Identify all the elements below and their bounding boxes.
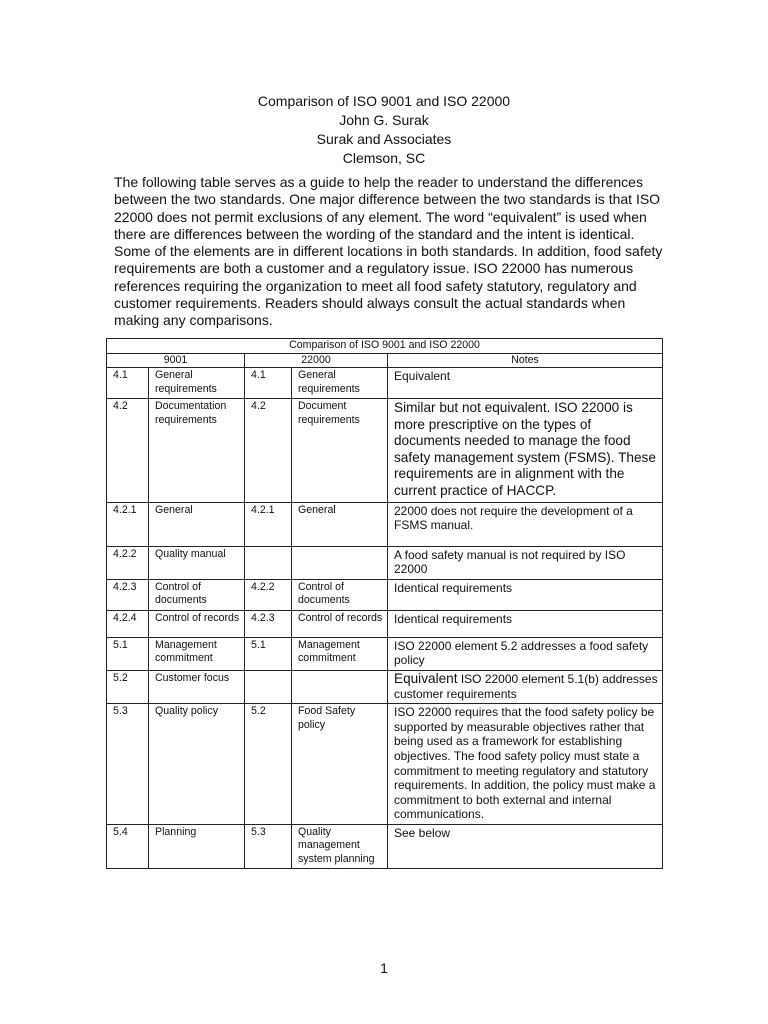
clause-22000-number — [245, 546, 292, 579]
comparison-table — [106, 338, 663, 869]
author-location: Clemson, SC — [342, 150, 426, 166]
clause-9001-number: 5.1 — [107, 637, 149, 670]
clause-22000-number: 4.1 — [245, 368, 292, 399]
clause-22000-number: 5.2 — [245, 704, 292, 825]
clause-22000-title — [292, 546, 388, 579]
row-notes: Identical requirements — [388, 579, 663, 610]
clause-9001-title: Control of records — [149, 610, 245, 637]
table-row — [107, 546, 663, 579]
clause-22000-title: Document requirements — [292, 399, 388, 503]
table-row — [107, 368, 663, 399]
row-notes: ISO 22000 requires that the food safety policy be supported by measurable objectives rather that being used as a framework for establishing objectives. The food safety policy must state a commitment to meeting regulatory and statutory requirements. In addition, the policy must make a commitment to both external and internal communications. — [388, 704, 663, 825]
clause-9001-title: General — [149, 502, 245, 546]
clause-22000-title: Management commitment — [292, 637, 388, 670]
row-notes: Identical requirements — [388, 610, 663, 637]
clause-22000-number: 5.1 — [245, 637, 292, 670]
row-notes — [388, 670, 663, 703]
clause-9001-title: Customer focus — [149, 670, 245, 703]
clause-9001-number: 4.2 — [107, 399, 149, 503]
clause-22000-number: 4.2.2 — [245, 579, 292, 610]
table-row — [107, 824, 663, 869]
row-notes: 22000 does not require the development of a FSMS manual. — [388, 502, 663, 546]
clause-22000-title: General requirements — [292, 368, 388, 399]
clause-9001-number: 4.2.3 — [107, 579, 149, 610]
clause-9001-title: General requirements — [149, 368, 245, 399]
clause-22000-number: 4.2.3 — [245, 610, 292, 637]
row-notes: Equivalent — [388, 368, 663, 399]
clause-9001-number: 4.2.1 — [107, 502, 149, 546]
clause-22000-title: Quality management system planning — [292, 824, 388, 869]
clause-9001-title: Quality manual — [149, 546, 245, 579]
clause-22000-title: General — [292, 502, 388, 546]
clause-22000-number — [245, 670, 292, 703]
intro-paragraph: The following table serves as a guide to help the reader to understand the differences between the two standards. One major difference between the two standards is that ISO 22000 does not permit exclusions of any element. The word “equivalent” is used when there are differences between the wording of the standard and the intent is identical. Some of the elements are in different locations in both standards. In addition, food safety requirements are both a customer and a regulatory issue. ISO 22000 has numerous references requiring the organization to meet all food safety statutory, regulatory and customer requirements. Readers should always consult the actual standards when making any comparisons. — [114, 174, 663, 329]
clause-9001-number: 4.1 — [107, 368, 149, 399]
clause-22000-number: 4.2.1 — [245, 502, 292, 546]
row-notes: Similar but not equivalent. ISO 22000 is more prescriptive on the types of documents needed to manage the food safety management system (FSMS). These requirements are in alignment with the current practice of HACCP. — [388, 399, 663, 503]
table-row — [107, 502, 663, 546]
table-row — [107, 637, 663, 670]
table-row — [107, 610, 663, 637]
clause-9001-number: 5.3 — [107, 704, 149, 825]
clause-9001-title: Planning — [149, 824, 245, 869]
table-row — [107, 670, 663, 703]
document-title: Comparison of ISO 9001 and ISO 22000 — [257, 93, 511, 109]
column-header-9001: 9001 — [107, 353, 245, 368]
clause-22000-title: Control of documents — [292, 579, 388, 610]
author-organization: Surak and Associates — [316, 131, 452, 147]
clause-9001-title: Quality policy — [149, 704, 245, 825]
author-name: John G. Surak — [339, 112, 429, 128]
table-caption: Comparison of ISO 9001 and ISO 22000 — [107, 339, 663, 354]
clause-9001-title: Control of documents — [149, 579, 245, 610]
table-row — [107, 579, 663, 610]
column-header-notes: Notes — [388, 353, 663, 368]
notes-text: ISO 22000 element 5.1(b) addresses customer requirements — [394, 671, 658, 701]
page-number: 1 — [380, 960, 388, 976]
table-row — [107, 399, 663, 503]
column-header-22000: 22000 — [245, 353, 388, 368]
document-header — [0, 92, 768, 168]
clause-9001-title: Documentation requirements — [149, 399, 245, 503]
clause-9001-number: 5.2 — [107, 670, 149, 703]
clause-9001-number: 5.4 — [107, 824, 149, 869]
clause-22000-number: 5.3 — [245, 824, 292, 869]
clause-22000-title: Food Safety policy — [292, 704, 388, 825]
row-notes: A food safety manual is not required by ISO 22000 — [388, 546, 663, 579]
notes-lead: Equivalent — [394, 670, 458, 686]
row-notes: See below — [388, 824, 663, 869]
clause-22000-number: 4.2 — [245, 399, 292, 503]
table-row — [107, 704, 663, 825]
clause-9001-number: 4.2.4 — [107, 610, 149, 637]
clause-22000-title: Control of records — [292, 610, 388, 637]
clause-9001-number: 4.2.2 — [107, 546, 149, 579]
table-header-row — [107, 353, 663, 368]
clause-9001-title: Management commitment — [149, 637, 245, 670]
row-notes: ISO 22000 element 5.2 addresses a food safety policy — [388, 637, 663, 670]
clause-22000-title — [292, 670, 388, 703]
